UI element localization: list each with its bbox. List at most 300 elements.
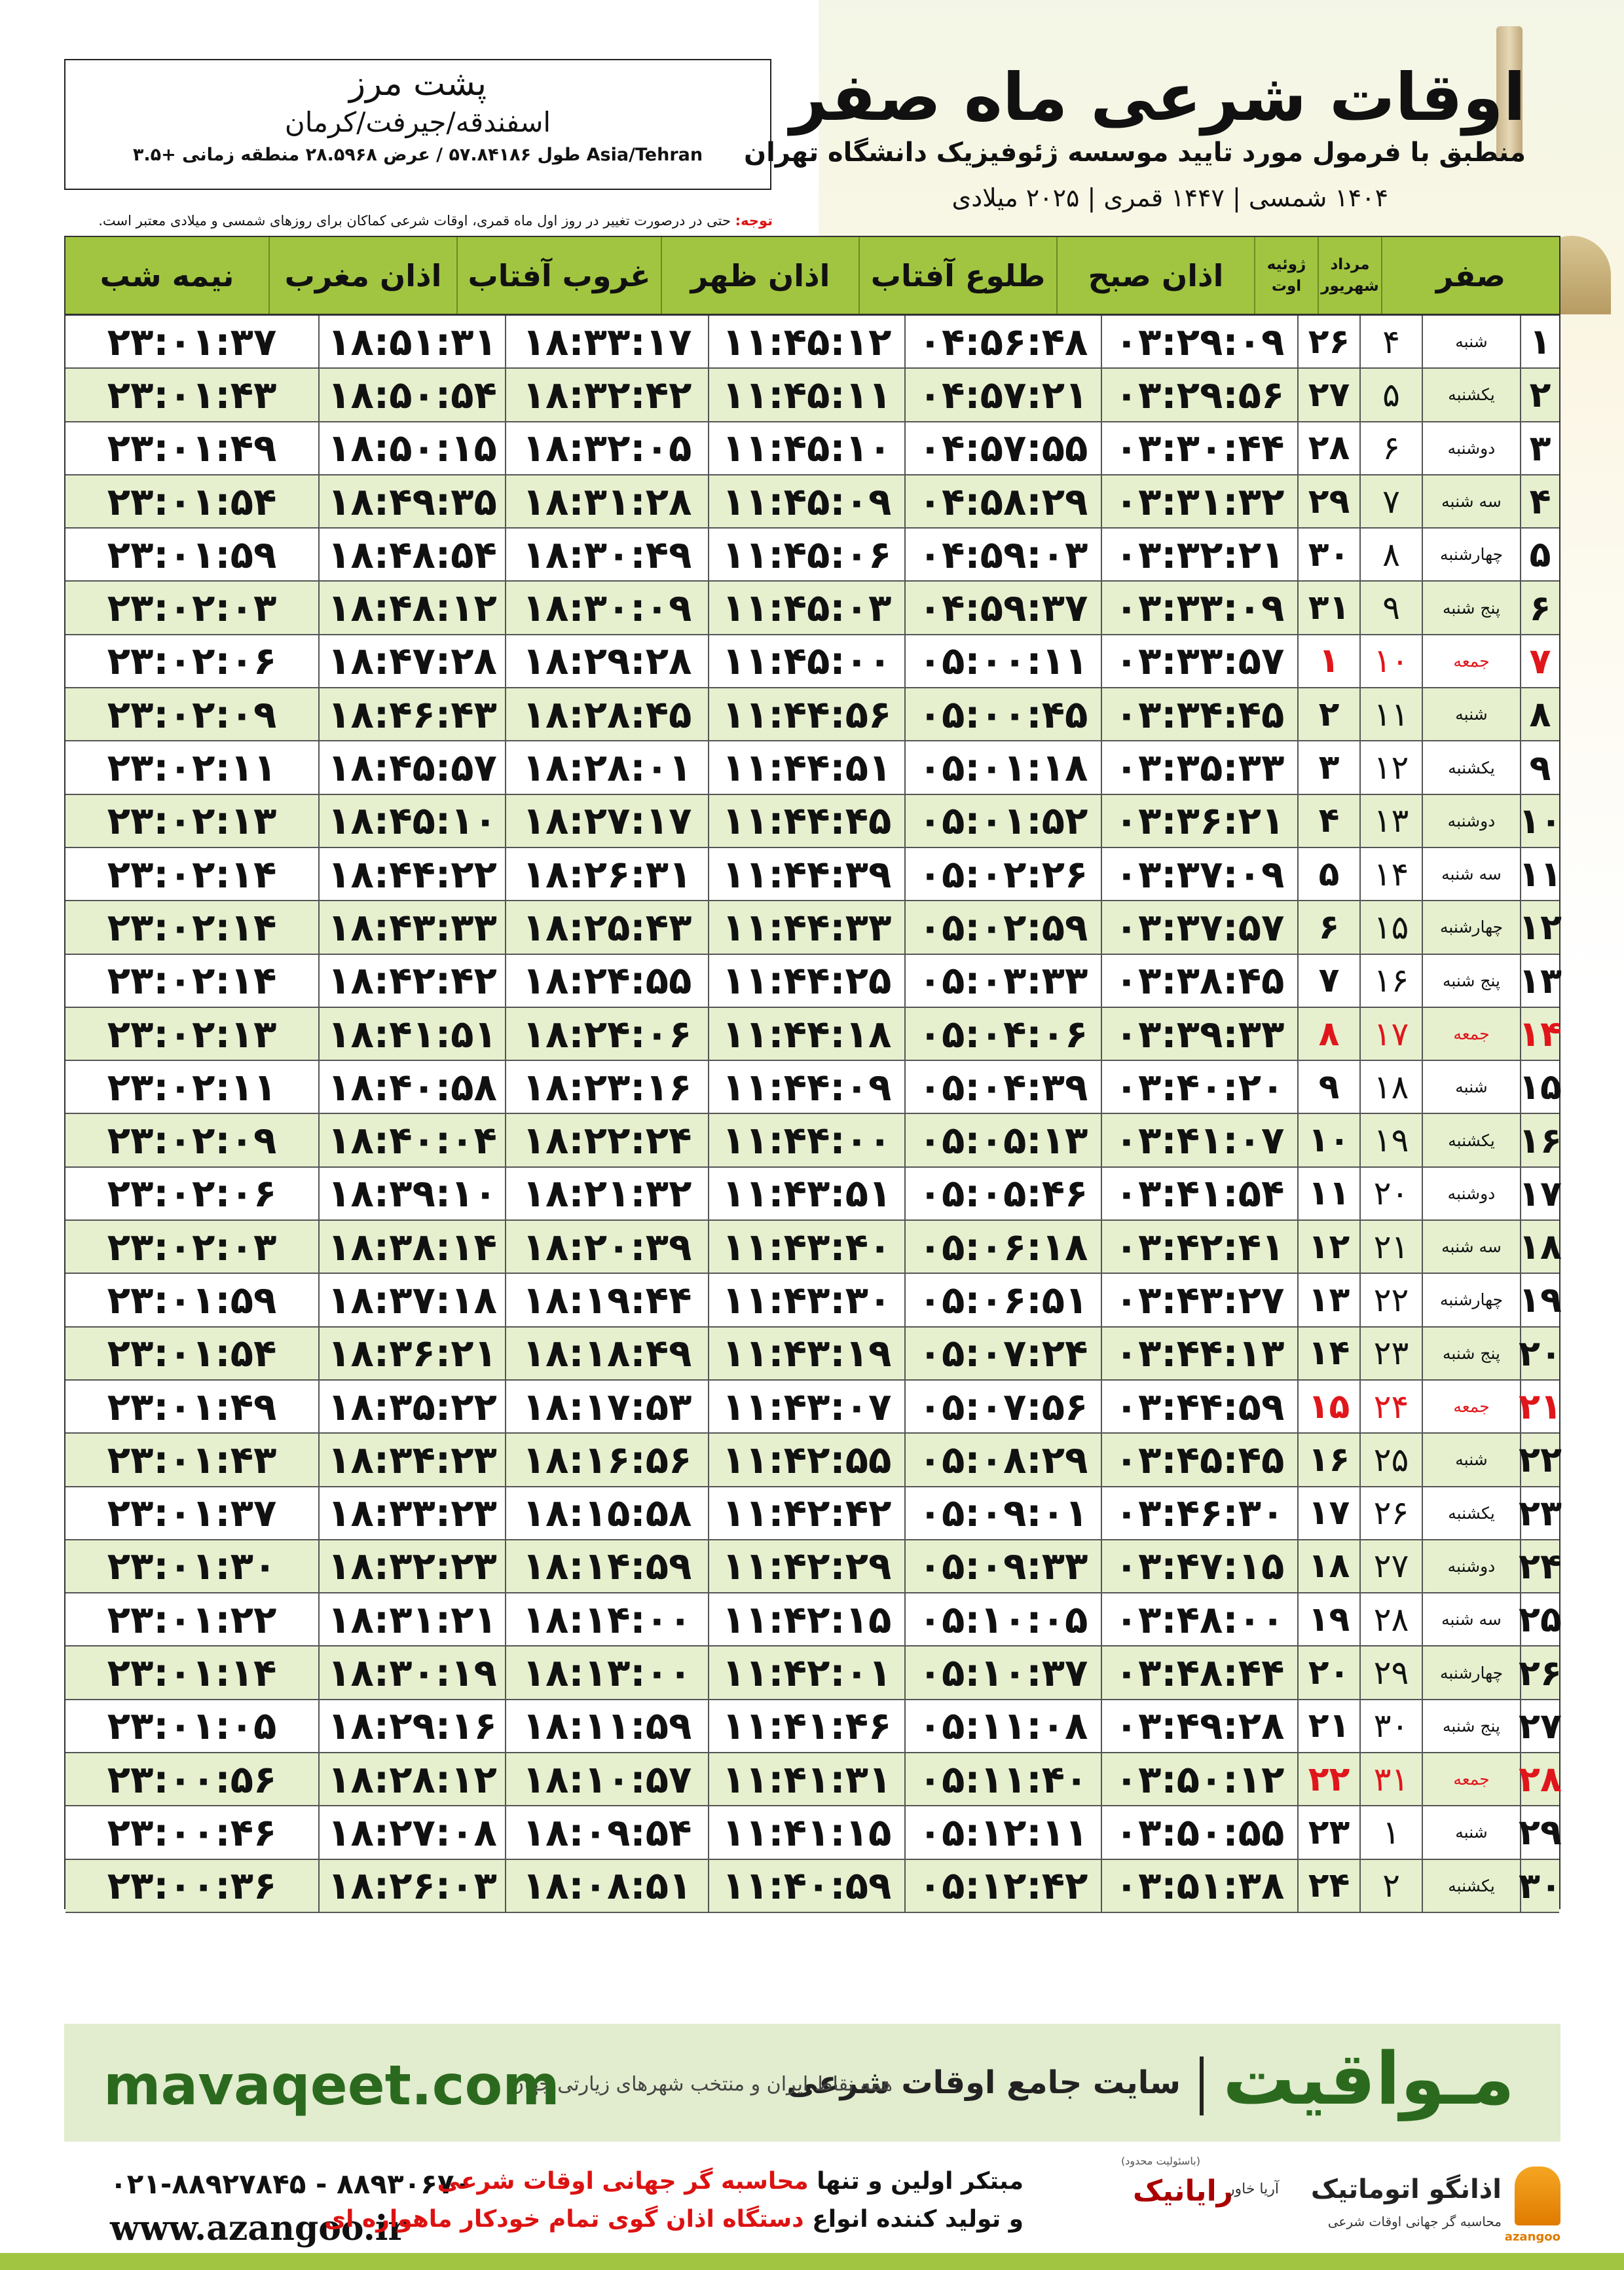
sunrise-time: ۰۵:۰۰:۱۱: [904, 635, 1101, 687]
promo-line-1-a: مبتکر اولین و تنها: [808, 2168, 1024, 2195]
sunrise-time: ۰۴:۵۹:۳۷: [904, 582, 1101, 633]
sunset-time: ۱۸:۱۶:۵۶: [505, 1434, 708, 1485]
sunset-time: ۱۸:۱۱:۵۹: [505, 1700, 708, 1752]
rayanik-sub: آریا خاور: [1227, 2181, 1279, 2197]
fajr-time: ۰۳:۳۲:۲۱: [1101, 529, 1297, 580]
azangoo-logo-name: azangoo: [1504, 2230, 1560, 2244]
day-number: ۶: [1520, 582, 1559, 633]
header-midnight: نیمه شب: [100, 257, 234, 293]
table-row: [65, 1274, 1562, 1327]
weekday: جمعه: [1422, 1008, 1520, 1060]
table-row: [65, 1061, 1562, 1114]
midnight-time: ۲۳:۰۱:۵۴: [107, 479, 277, 524]
midnight-time: ۲۳:۰۲:۱۴: [107, 851, 277, 897]
fajr-time: ۰۳:۳۳:۵۷: [1101, 635, 1297, 687]
month2-day: ۱۶: [1297, 1434, 1359, 1485]
weekday: یکشنبه: [1422, 369, 1520, 420]
day-number: ۱۱: [1520, 848, 1559, 900]
month2-day: ۲: [1297, 688, 1359, 740]
midnight-time: ۲۳:۰۲:۱۱: [107, 745, 277, 791]
month1-day: ۲۹: [1359, 1647, 1422, 1698]
fajr-time: ۰۳:۴۳:۲۷: [1101, 1274, 1297, 1326]
dhuhr-time: ۱۱:۴۴:۳۳: [708, 901, 904, 953]
month2-day: ۱۷: [1297, 1487, 1359, 1539]
month1-day: ۲۱: [1359, 1221, 1422, 1273]
sunset-time: ۱۸:۱۹:۴۴: [505, 1274, 708, 1326]
maghrib-time: ۱۸:۳۲:۲۳: [318, 1540, 505, 1592]
maghrib-time: ۱۸:۲۸:۱۲: [318, 1753, 505, 1805]
month1-day: ۱۶: [1359, 955, 1422, 1007]
dhuhr-time: ۱۱:۴۵:۱۲: [708, 316, 904, 367]
dhuhr-time: ۱۱:۴۵:۱۱: [708, 369, 904, 420]
prayer-times-table: [64, 236, 1560, 1909]
dhuhr-time: ۱۱:۴۲:۴۲: [708, 1487, 904, 1539]
month1-day: ۱۴: [1359, 848, 1422, 900]
fajr-time: ۰۳:۳۰:۴۴: [1101, 422, 1297, 474]
weekday: پنج شنبه: [1422, 1328, 1520, 1379]
mavaqeet-banner: [64, 2024, 1560, 2142]
promo-line-2-a: و تولید کننده انواع: [803, 2206, 1024, 2233]
sunrise-time: ۰۵:۰۳:۳۳: [904, 955, 1101, 1007]
sunrise-time: ۰۵:۰۹:۰۱: [904, 1487, 1101, 1539]
fajr-time: ۰۳:۴۴:۵۹: [1101, 1381, 1297, 1432]
weekday: چهارشنبه: [1422, 1647, 1520, 1698]
day-number: ۲۶: [1520, 1647, 1559, 1698]
table-row: [65, 369, 1559, 422]
month2-day: ۲۴: [1297, 1860, 1359, 1912]
month1-day: ۲۲: [1359, 1274, 1422, 1326]
month2-day: ۳۱: [1297, 582, 1359, 633]
fajr-time: ۰۳:۳۶:۲۱: [1101, 795, 1297, 847]
sunset-time: ۱۸:۲۳:۱۶: [505, 1061, 708, 1113]
day-number: ۲۱: [1520, 1381, 1559, 1432]
maghrib-time: ۱۸:۳۶:۲۱: [318, 1328, 505, 1379]
sunrise-time: ۰۴:۵۸:۲۹: [904, 475, 1101, 527]
fajr-time: ۰۳:۴۵:۴۵: [1101, 1434, 1297, 1485]
note-label: توجه:: [735, 213, 773, 229]
maghrib-time: ۱۸:۴۲:۴۲: [318, 955, 505, 1007]
month1-day: ۲۴: [1359, 1381, 1422, 1432]
table-row: [65, 1487, 1562, 1540]
month2-day: ۱۵: [1297, 1381, 1359, 1432]
month2-day: ۹: [1297, 1061, 1359, 1113]
maghrib-time: ۱۸:۳۹:۱۰: [318, 1168, 505, 1219]
month1-day: ۱: [1359, 1806, 1422, 1858]
month2-day: ۶: [1297, 901, 1359, 953]
month2-day: ۱۸: [1297, 1540, 1359, 1592]
brand-separator: [1200, 2056, 1204, 2115]
sunset-time: ۱۸:۲۷:۱۷: [505, 795, 708, 847]
weekday: دوشنبه: [1422, 795, 1520, 847]
midnight-time: ۲۳:۰۱:۴۳: [107, 372, 277, 417]
location-coords: طول ۵۷.۸۴۱۸۶ / عرض ۲۸.۵۹۶۸ منطقه زمانی +۳.۵ Asia/Tehran: [132, 145, 703, 165]
midnight-time: ۲۳:۰۲:۰۶: [107, 639, 277, 684]
month2-day: ۲۰: [1297, 1647, 1359, 1698]
day-number: ۲۹: [1520, 1806, 1559, 1858]
sunset-time: ۱۸:۲۰:۳۹: [505, 1221, 708, 1273]
table-row: [65, 1381, 1562, 1434]
azangoo-logo-icon: [1515, 2167, 1560, 2225]
dhuhr-time: ۱۱:۴۱:۳۱: [708, 1753, 904, 1805]
azangoo-logo-text: اذانگو اتوماتیک: [1310, 2174, 1502, 2205]
midnight-time: ۲۳:۰۱:۵۹: [107, 532, 277, 577]
maghrib-time: ۱۸:۳۷:۱۸: [318, 1274, 505, 1326]
fajr-time: ۰۳:۲۹:۰۹: [1101, 316, 1297, 367]
table-row: [65, 1753, 1562, 1806]
sunrise-time: ۰۵:۰۷:۲۴: [904, 1328, 1101, 1379]
table-row: [65, 1008, 1562, 1061]
fajr-time: ۰۳:۴۸:۰۰: [1101, 1593, 1297, 1645]
dhuhr-time: ۱۱:۴۲:۵۵: [708, 1434, 904, 1485]
dhuhr-time: ۱۱:۴۵:۰۶: [708, 529, 904, 580]
sunrise-time: ۰۵:۰۵:۴۶: [904, 1168, 1101, 1219]
month1-day: ۱۵: [1359, 901, 1422, 953]
weekday: یکشنبه: [1422, 1114, 1520, 1166]
table-row: [65, 529, 1559, 582]
weekday: دوشنبه: [1422, 1540, 1520, 1592]
dhuhr-time: ۱۱:۴۵:۰۹: [708, 475, 904, 527]
sunset-time: ۱۸:۲۱:۳۲: [505, 1168, 708, 1219]
day-number: ۹: [1520, 741, 1559, 793]
table-header: [65, 237, 1559, 316]
day-number: ۵: [1520, 529, 1559, 580]
header-day: صفر: [1381, 237, 1559, 314]
table-row: [65, 635, 1559, 688]
day-number: ۳۰: [1520, 1860, 1559, 1912]
promo-line-1-b: محاسبه گر جهانی اوقات شرعی: [437, 2168, 809, 2195]
day-number: ۷: [1520, 635, 1559, 687]
sunrise-time: ۰۴:۵۷:۵۵: [904, 422, 1101, 474]
maghrib-time: ۱۸:۴۵:۵۷: [318, 741, 505, 793]
day-number: ۲۴: [1520, 1540, 1559, 1592]
month1-day: ۴: [1359, 316, 1422, 367]
maghrib-time: ۱۸:۳۴:۲۳: [318, 1434, 505, 1485]
sunrise-time: ۰۵:۰۲:۲۶: [904, 848, 1101, 900]
table-row: [65, 1700, 1562, 1753]
day-number: ۱۶: [1520, 1114, 1559, 1166]
month2-day: ۲۷: [1297, 369, 1359, 420]
month2-day: ۲۶: [1297, 316, 1359, 367]
month1-day: ۲: [1359, 1860, 1422, 1912]
sunset-time: ۱۸:۲۵:۴۳: [505, 901, 708, 953]
promo-line-2-b: دستگاه اذان گوی تمام خودکار ماهواره ای: [324, 2206, 804, 2233]
dhuhr-time: ۱۱:۴۲:۱۵: [708, 1593, 904, 1645]
fajr-time: ۰۳:۳۵:۳۳: [1101, 741, 1297, 793]
weekday: چهارشنبه: [1422, 1274, 1520, 1326]
month1-day: ۹: [1359, 582, 1422, 633]
month2-day: ۱۴: [1297, 1328, 1359, 1379]
maghrib-time: ۱۸:۲۹:۱۶: [318, 1700, 505, 1752]
midnight-time: ۲۳:۰۲:۰۳: [107, 586, 277, 631]
maghrib-time: ۱۸:۲۷:۰۸: [318, 1806, 505, 1858]
midnight-time: ۲۳:۰۱:۳۷: [107, 1491, 277, 1536]
day-number: ۲۰: [1520, 1328, 1559, 1379]
fajr-time: ۰۳:۴۶:۳۰: [1101, 1487, 1297, 1539]
month1-day: ۲۰: [1359, 1168, 1422, 1219]
maghrib-time: ۱۸:۵۱:۳۱: [318, 316, 505, 367]
fajr-time: ۰۳:۴۷:۱۵: [1101, 1540, 1297, 1592]
maghrib-time: ۱۸:۵۰:۱۵: [318, 422, 505, 474]
sunset-time: ۱۸:۲۴:۵۵: [505, 955, 708, 1007]
month2-day: ۲۹: [1297, 475, 1359, 527]
maghrib-time: ۱۸:۴۴:۲۲: [318, 848, 505, 900]
fajr-time: ۰۳:۴۱:۰۷: [1101, 1114, 1297, 1166]
month2-day: ۴: [1297, 795, 1359, 847]
weekday: پنج شنبه: [1422, 582, 1520, 633]
maghrib-time: ۱۸:۴۳:۳۳: [318, 901, 505, 953]
sunset-time: ۱۸:۲۹:۲۸: [505, 635, 708, 687]
sunset-time: ۱۸:۳۲:۴۲: [505, 369, 708, 420]
sunrise-time: ۰۵:۰۴:۰۶: [904, 1008, 1101, 1060]
promo-line-1: [437, 2168, 1024, 2195]
dhuhr-time: ۱۱:۴۵:۰۳: [708, 582, 904, 633]
dhuhr-time: ۱۱:۴۱:۱۵: [708, 1806, 904, 1858]
day-number: ۱۳: [1520, 955, 1559, 1007]
month1-day: ۱۸: [1359, 1061, 1422, 1113]
fajr-time: ۰۳:۴۰:۲۰: [1101, 1061, 1297, 1113]
maghrib-time: ۱۸:۴۱:۵۱: [318, 1008, 505, 1060]
fajr-time: ۰۳:۳۳:۰۹: [1101, 582, 1297, 633]
mavaqeet-logo: مـواقیت: [1223, 2037, 1515, 2121]
sunrise-time: ۰۵:۱۰:۰۵: [904, 1593, 1101, 1645]
weekday: سه شنبه: [1422, 475, 1520, 527]
table-row: [65, 1434, 1562, 1487]
weekday: جمعه: [1422, 1381, 1520, 1432]
sunset-time: ۱۸:۲۸:۴۵: [505, 688, 708, 740]
month2-day: ۱۲: [1297, 1221, 1359, 1273]
weekday: شنبه: [1422, 1061, 1520, 1113]
sunrise-time: ۰۵:۱۱:۴۰: [904, 1753, 1101, 1805]
header-month2: [1254, 237, 1318, 314]
fajr-time: ۰۳:۵۰:۱۲: [1101, 1753, 1297, 1805]
sunset-time: ۱۸:۱۰:۵۷: [505, 1753, 708, 1805]
mavaqeet-url[interactable]: mavaqeet.com: [103, 2053, 560, 2117]
sunrise-time: ۰۵:۰۲:۵۹: [904, 901, 1101, 953]
azangoo-url[interactable]: www.azangoo.ir: [110, 2208, 406, 2248]
day-number: ۲۳: [1520, 1487, 1559, 1539]
header-month1: [1318, 237, 1381, 314]
day-number: ۴: [1520, 475, 1559, 527]
fajr-time: ۰۳:۴۲:۴۱: [1101, 1221, 1297, 1273]
maghrib-time: ۱۸:۳۸:۱۴: [318, 1221, 505, 1273]
midnight-time: ۲۳:۰۱:۵۴: [107, 1331, 277, 1376]
sunset-time: ۱۸:۱۸:۴۹: [505, 1328, 708, 1379]
brand-tagline: سایت جامع اوقات شرعی: [786, 2064, 1181, 2101]
weekday: جمعه: [1422, 1753, 1520, 1805]
sunset-time: ۱۸:۱۴:۰۰: [505, 1593, 708, 1645]
sunrise-time: ۰۵:۰۱:۵۲: [904, 795, 1101, 847]
midnight-time: ۲۳:۰۰:۴۶: [107, 1810, 277, 1855]
day-number: ۱۴: [1520, 1008, 1559, 1060]
maghrib-time: ۱۸:۳۳:۲۳: [318, 1487, 505, 1539]
maghrib-time: ۱۸:۳۱:۲۱: [318, 1593, 505, 1645]
calendar-dates: ۱۴۰۴ شمسی | ۱۴۴۷ قمری | ۲۰۲۵ میلادی: [951, 183, 1388, 212]
table-row: [65, 688, 1559, 741]
sunrise-time: ۰۵:۰۴:۳۹: [904, 1061, 1101, 1113]
header-dhuhr: اذان ظهر: [661, 237, 858, 314]
weekday: شنبه: [1422, 1806, 1520, 1858]
bottom-green-bar: [0, 2253, 1624, 2270]
weekday: یکشنبه: [1422, 741, 1520, 793]
month1-day: ۱۳: [1359, 795, 1422, 847]
day-number: ۲۸: [1520, 1753, 1559, 1805]
table-row: [65, 582, 1559, 635]
day-number: ۲۷: [1520, 1700, 1559, 1752]
table-row: [65, 848, 1562, 901]
midnight-time: ۲۳:۰۱:۴۳: [107, 1437, 277, 1482]
sunset-time: ۱۸:۳۳:۱۷: [505, 316, 708, 367]
day-number: ۱۸: [1520, 1221, 1559, 1273]
header-month2-top: ژوئیه: [1266, 256, 1306, 274]
maghrib-time: ۱۸:۴۰:۰۴: [318, 1114, 505, 1166]
sunset-time: ۱۸:۲۴:۰۶: [505, 1008, 708, 1060]
midnight-time: ۲۳:۰۲:۱۳: [107, 798, 277, 844]
month2-day: ۸: [1297, 1008, 1359, 1060]
weekday: سه شنبه: [1422, 848, 1520, 900]
sunset-time: ۱۸:۲۲:۲۴: [505, 1114, 708, 1166]
month1-day: ۶: [1359, 422, 1422, 474]
dhuhr-time: ۱۱:۴۳:۴۰: [708, 1221, 904, 1273]
month2-day: ۲۸: [1297, 422, 1359, 474]
table-row: [65, 1647, 1562, 1700]
dhuhr-time: ۱۱:۴۴:۳۹: [708, 848, 904, 900]
day-number: ۲۲: [1520, 1434, 1559, 1485]
sunrise-time: ۰۵:۰۸:۲۹: [904, 1434, 1101, 1485]
maghrib-time: ۱۸:۳۵:۲۲: [318, 1381, 505, 1432]
table-row: [65, 741, 1559, 794]
table-row: [65, 316, 1559, 369]
sunset-time: ۱۸:۱۳:۰۰: [505, 1647, 708, 1698]
rayanik-legal: (باسئولیت محدود): [1121, 2155, 1200, 2167]
header-month1-top: مرداد: [1330, 256, 1370, 274]
table-body: [65, 316, 1562, 1913]
header-maghrib: اذان مغرب: [268, 237, 456, 314]
maghrib-time: ۱۸:۴۸:۱۲: [318, 582, 505, 633]
weekday: یکشنبه: [1422, 1487, 1520, 1539]
fajr-time: ۰۳:۵۱:۳۸: [1101, 1860, 1297, 1912]
header-month2-bottom: اوت: [1271, 277, 1302, 295]
month2-day: ۱۰: [1297, 1114, 1359, 1166]
maghrib-time: ۱۸:۴۵:۱۰: [318, 795, 505, 847]
fajr-time: ۰۳:۴۱:۵۴: [1101, 1168, 1297, 1219]
sunrise-time: ۰۴:۵۹:۰۳: [904, 529, 1101, 580]
midnight-time: ۲۳:۰۱:۳۰: [107, 1544, 277, 1589]
weekday: جمعه: [1422, 635, 1520, 687]
midnight-time: ۲۳:۰۱:۵۹: [107, 1277, 277, 1322]
fajr-time: ۰۳:۴۸:۴۴: [1101, 1647, 1297, 1698]
table-row: [65, 475, 1559, 529]
dhuhr-time: ۱۱:۴۴:۰۹: [708, 1061, 904, 1113]
month1-day: ۱۹: [1359, 1114, 1422, 1166]
dhuhr-time: ۱۱:۴۴:۲۵: [708, 955, 904, 1007]
month2-day: ۳۰: [1297, 529, 1359, 580]
weekday: دوشنبه: [1422, 422, 1520, 474]
maghrib-time: ۱۸:۲۶:۰۳: [318, 1860, 505, 1912]
day-number: ۲: [1520, 369, 1559, 420]
dhuhr-time: ۱۱:۴۳:۳۰: [708, 1274, 904, 1326]
table-row: [65, 795, 1562, 848]
table-row: [65, 1328, 1562, 1381]
location-path: اسفندقه/جیرفت/کرمان: [284, 106, 551, 138]
dhuhr-time: ۱۱:۴۴:۵۶: [708, 688, 904, 740]
month1-day: ۲۳: [1359, 1328, 1422, 1379]
sunrise-time: ۰۴:۵۶:۴۸: [904, 316, 1101, 367]
fajr-time: ۰۳:۳۴:۴۵: [1101, 688, 1297, 740]
midnight-time: ۲۳:۰۲:۰۹: [107, 692, 277, 737]
midnight-time: ۲۳:۰۲:۰۳: [107, 1224, 277, 1269]
weekday: شنبه: [1422, 316, 1520, 367]
month2-day: ۱۳: [1297, 1274, 1359, 1326]
month1-day: ۲۷: [1359, 1540, 1422, 1592]
promo-line-2: [324, 2206, 1024, 2233]
fajr-time: ۰۳:۲۹:۵۶: [1101, 369, 1297, 420]
weekday: سه شنبه: [1422, 1593, 1520, 1645]
sunrise-time: ۰۵:۱۲:۱۱: [904, 1806, 1101, 1858]
sunset-time: ۱۸:۰۸:۵۱: [505, 1860, 708, 1912]
month1-day: ۳۱: [1359, 1753, 1422, 1805]
day-number: ۱: [1520, 316, 1559, 367]
table-row: [65, 422, 1559, 475]
midnight-time: ۲۳:۰۰:۳۶: [107, 1863, 277, 1908]
maghrib-time: ۱۸:۵۰:۵۴: [318, 369, 505, 420]
fajr-time: ۰۳:۳۷:۵۷: [1101, 901, 1297, 953]
month1-day: ۱۲: [1359, 741, 1422, 793]
maghrib-time: ۱۸:۴۷:۲۸: [318, 635, 505, 687]
sunset-time: ۱۸:۱۵:۵۸: [505, 1487, 708, 1539]
sunset-time: ۱۸:۱۴:۵۹: [505, 1540, 708, 1592]
midnight-time: ۲۳:۰۲:۱۴: [107, 904, 277, 950]
header-fajr: اذان صبح: [1056, 237, 1254, 314]
header-month1-bottom: شهریور: [1321, 277, 1379, 295]
bottom-ad: [64, 2155, 1560, 2253]
sunset-time: ۱۸:۲۸:۰۱: [505, 741, 708, 793]
month1-day: ۱۷: [1359, 1008, 1422, 1060]
month1-day: ۱۱: [1359, 688, 1422, 740]
month1-day: ۲۸: [1359, 1593, 1422, 1645]
weekday: یکشنبه: [1422, 1860, 1520, 1912]
table-row: [65, 955, 1562, 1008]
location-name: پشت مرز: [348, 64, 487, 103]
month2-day: ۲۳: [1297, 1806, 1359, 1858]
location-box: [64, 59, 771, 190]
day-number: ۱۵: [1520, 1061, 1559, 1113]
month1-day: ۳۰: [1359, 1700, 1422, 1752]
dhuhr-time: ۱۱:۴۳:۰۷: [708, 1381, 904, 1432]
day-number: ۱۰: [1520, 795, 1559, 847]
weekday: چهارشنبه: [1422, 529, 1520, 580]
table-row: [65, 901, 1562, 954]
midnight-time: ۲۳:۰۱:۴۹: [107, 1384, 277, 1429]
dhuhr-time: ۱۱:۴۳:۱۹: [708, 1328, 904, 1379]
day-number: ۱۹: [1520, 1274, 1559, 1326]
table-row: [65, 1593, 1562, 1647]
midnight-time: ۲۳:۰۲:۱۴: [107, 958, 277, 1003]
brand-subtitle: همه نقاط ایران و منتخب شهرهای زیارتی جهان: [509, 2073, 893, 2096]
weekday: دوشنبه: [1422, 1168, 1520, 1219]
dhuhr-time: ۱۱:۴۰:۵۹: [708, 1860, 904, 1912]
phone-numbers: ۰۲۱-۸۸۹۲۷۸۴۵ - ۸۸۹۳۰۶۷۰: [110, 2168, 471, 2200]
sunset-time: ۱۸:۳۲:۰۵: [505, 422, 708, 474]
sunset-time: ۱۸:۲۶:۳۱: [505, 848, 708, 900]
month2-day: ۱۹: [1297, 1593, 1359, 1645]
dhuhr-time: ۱۱:۴۲:۲۹: [708, 1540, 904, 1592]
month2-day: ۲۲: [1297, 1753, 1359, 1805]
dhuhr-time: ۱۱:۴۳:۵۱: [708, 1168, 904, 1219]
weekday: سه شنبه: [1422, 1221, 1520, 1273]
sunset-time: ۱۸:۱۷:۵۳: [505, 1381, 708, 1432]
weekday: شنبه: [1422, 688, 1520, 740]
sunrise-time: ۰۵:۱۰:۳۷: [904, 1647, 1101, 1698]
